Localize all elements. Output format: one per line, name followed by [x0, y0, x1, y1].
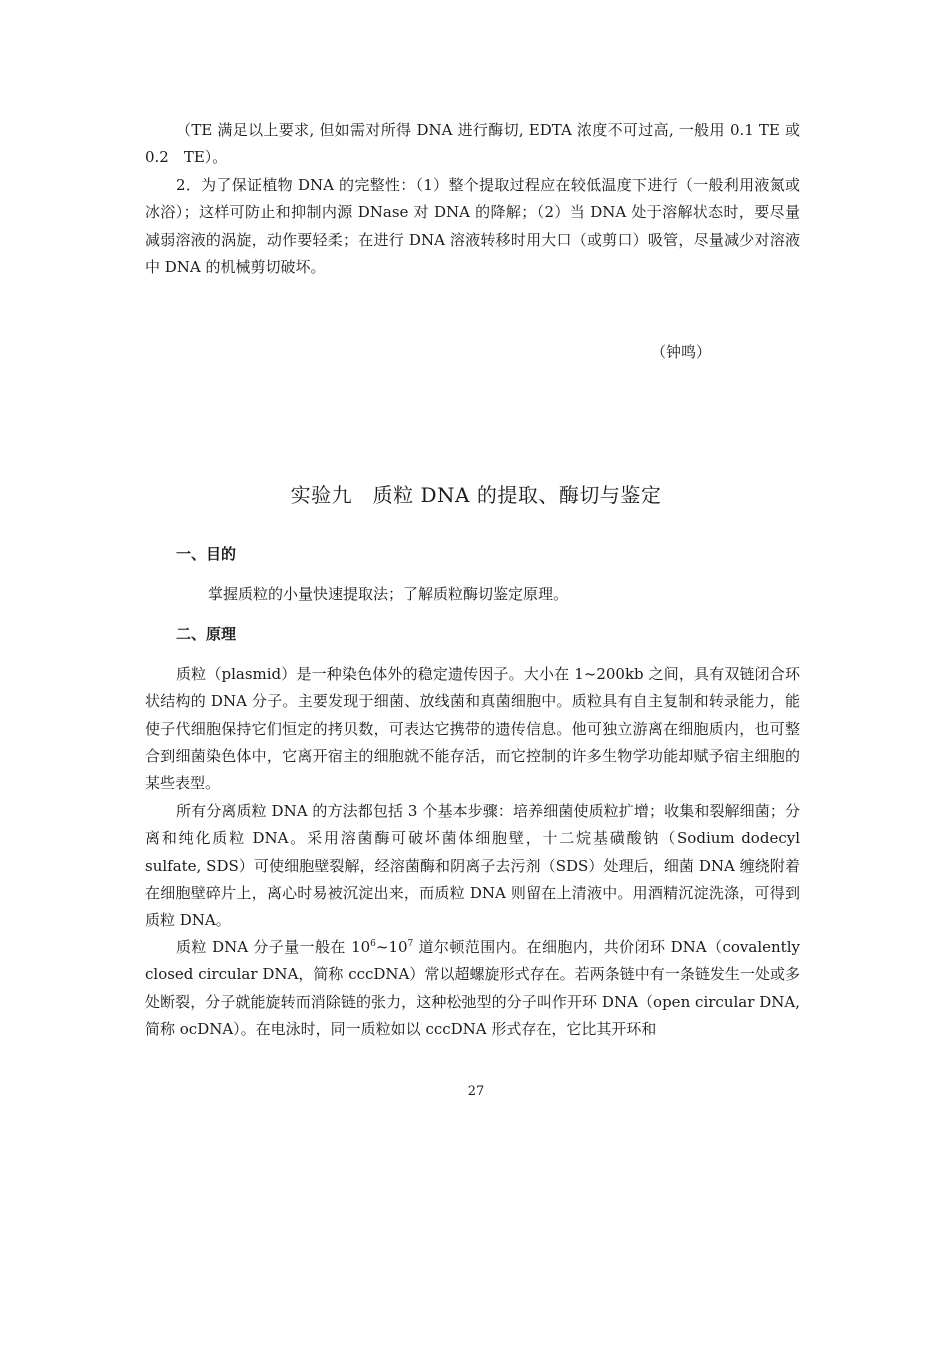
plasmid-forms-text-start: 质粒 DNA 分子量一般在 10 [176, 938, 371, 956]
page-number: 27 [467, 1084, 485, 1099]
experiment-title: 实验九 质粒 DNA 的提取、酶切与鉴定 [290, 483, 662, 507]
plasmid-isolation-paragraph: 所有分离质粒 DNA 的方法都包括 3 个基本步骤：培养细菌使质粒扩增；收集和裂解细菌；分离和纯化质粒 DNA。采用溶菌酶可破坏菌体细胞壁，十二烷基磺酸钠（Sodium dodecyl sulfate, SDS）可使细胞壁裂解，经溶菌酶和阴离子去污剂（SDS）处理后，细菌 DNA 缠绕附着在细胞壁碎片上，离心时易被沉淀出来，而质粒 DNA 则留在上清液中。用酒精沉淀洗涤，可得到质粒 DNA。 [145, 802, 800, 930]
section-heading-purpose: 一、目的 [176, 545, 237, 563]
exponent-6: 6 [370, 939, 376, 949]
plasmid-forms-paragraph [145, 934, 800, 1043]
plasmid-forms-text-range: ~10 [375, 938, 408, 956]
author-signature: （钟鸣） [650, 343, 711, 361]
te-note-paragraph: （TE 满足以上要求, 但如需对所得 DNA 进行酶切, EDTA 浓度不可过高, 一般用 0.1 TE 或 0.2 TE）。 [145, 121, 800, 167]
plasmid-definition-paragraph: 质粒（plasmid）是一种染色体外的稳定遗传因子。大小在 1~200kb 之间，具有双链闭合环状结构的 DNA 分子。主要发现于细菌、放线菌和真菌细胞中。质粒具有自主复制和转录能力，能使子代细胞保持它们恒定的拷贝数，可表达它携带的遗传信息。他可独立游离在细胞质内，也可整合到细菌染色体中，它离开宿主的细胞就不能存活，而它控制的许多生物学功能却赋予宿主细胞的某些表型。 [145, 665, 800, 793]
dna-integrity-paragraph: 2．为了保证植物 DNA 的完整性：（1）整个提取过程应在较低温度下进行（一般利用液氮或冰浴）；这样可防止和抑制内源 DNase 对 DNA 的降解；（2）当 DNA 处于溶解状态时，要尽量减弱溶液的涡旋，动作要轻柔；在进行 DNA 溶液转移时用大口（或剪口）吸管，尽量减少对溶液中 DNA 的机械剪切破坏。 [145, 176, 800, 276]
purpose-text: 掌握质粒的小量快速提取法；了解质粒酶切鉴定原理。 [208, 585, 569, 603]
section-heading-principle: 二、原理 [176, 625, 237, 643]
exponent-7: 7 [407, 939, 414, 949]
plasmid-forms-text-rest: 道尔顿范围内。在细胞内，共价闭环 DNA（covalently closed circular DNA，简称 cccDNA）常以超螺旋形式存在。若两条链中有一条链发生一处或多处断裂，分子就能旋转而消除链的张力，这种松弛型的分子叫作开环 DNA（open circular DNA, 简称 ocDNA）。在电泳时，同一质粒如以 cccDNA 形式存在，它比其开环和 [145, 938, 800, 1038]
